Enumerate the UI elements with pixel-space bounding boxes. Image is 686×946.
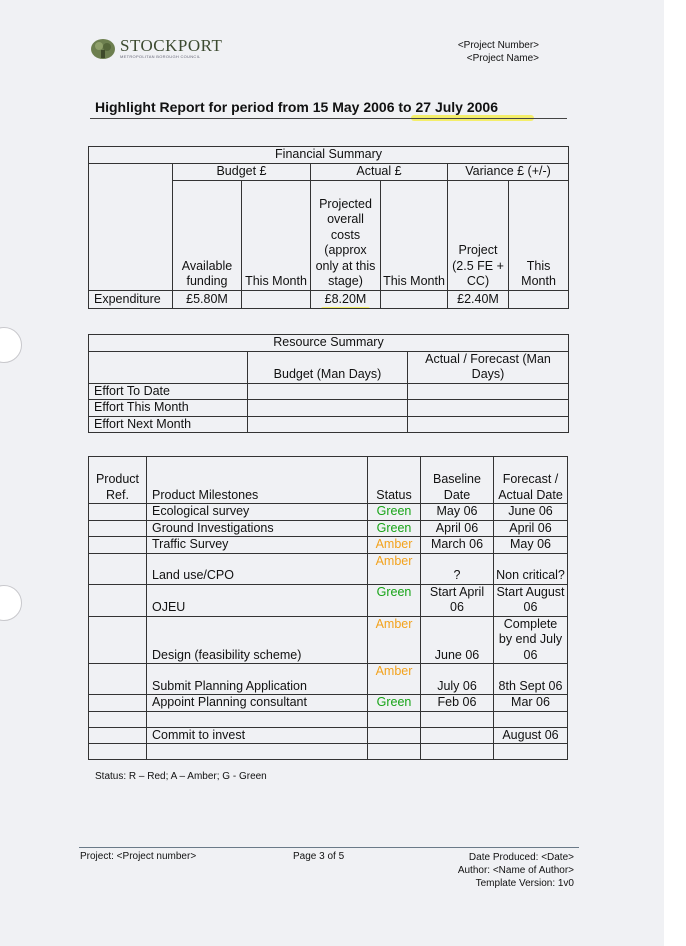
milestone-forecast-date: Complete by end July 06 <box>494 616 568 664</box>
expenditure-budget-month <box>242 290 311 308</box>
report-title <box>95 99 498 115</box>
milestone-forecast-date: Non critical? <box>494 553 568 584</box>
punch-hole <box>0 585 22 621</box>
milestone-status: Amber <box>368 664 421 695</box>
milestone-baseline-date <box>421 711 494 727</box>
scan-edge <box>664 0 686 946</box>
milestone-row <box>89 616 568 664</box>
status-legend: Status: R – Red; A – Amber; G - Green <box>95 771 267 782</box>
project-name: <Project Name> <box>466 53 539 64</box>
milestone-baseline-date: July 06 <box>421 664 494 695</box>
resource-col-actual: Actual / Forecast (Man Days) <box>408 351 569 383</box>
milestone-row <box>89 537 568 554</box>
milestone-baseline-date <box>421 744 494 760</box>
milestone-ref <box>89 537 147 554</box>
header-status: Status <box>368 457 421 504</box>
milestone-baseline-date: April 06 <box>421 520 494 537</box>
milestone-row <box>89 695 568 712</box>
resource-row-label: Effort Next Month <box>89 416 248 433</box>
resource-col-budget: Budget (Man Days) <box>248 351 408 383</box>
footer-date-produced: Date Produced: <Date> <box>468 852 574 863</box>
project-placeholder <box>458 39 539 65</box>
col-variance-project: Project (2.5 FE + CC) <box>448 180 509 290</box>
expenditure-label: Expenditure <box>89 290 173 308</box>
logo-subtitle: METROPOLITAN BOROUGH COUNCIL <box>120 54 201 59</box>
milestone-ref <box>89 504 147 521</box>
milestone-row <box>89 711 568 727</box>
milestone-name: Ecological survey <box>147 504 368 521</box>
milestone-name: Design (feasibility scheme) <box>147 616 368 664</box>
milestone-name: Traffic Survey <box>147 537 368 554</box>
milestones-table <box>88 456 568 760</box>
milestone-name: Commit to invest <box>147 727 368 744</box>
milestone-baseline-date: Start April 06 <box>421 584 494 616</box>
milestone-status: Amber <box>368 616 421 664</box>
milestone-baseline-date: May 06 <box>421 504 494 521</box>
header-product-milestones: Product Milestones <box>147 457 368 504</box>
milestone-status <box>368 744 421 760</box>
header-forecast-date: Forecast / Actual Date <box>494 457 568 504</box>
milestone-baseline-date <box>421 727 494 744</box>
footer-rule <box>79 847 579 848</box>
project-number: <Project Number> <box>457 40 539 51</box>
milestone-forecast-date: May 06 <box>494 537 568 554</box>
milestone-forecast-date: June 06 <box>494 504 568 521</box>
milestone-ref <box>89 520 147 537</box>
footer-meta <box>420 851 574 890</box>
header-product-ref: Product Ref. <box>89 457 147 504</box>
milestone-ref <box>89 664 147 695</box>
budget-group-header: Budget £ <box>173 163 311 180</box>
milestone-status <box>368 727 421 744</box>
col-budget-this-month: This Month <box>242 180 311 290</box>
milestone-forecast-date: April 06 <box>494 520 568 537</box>
milestone-name: Land use/CPO <box>147 553 368 584</box>
milestone-status: Green <box>368 695 421 712</box>
actual-group-header: Actual £ <box>311 163 448 180</box>
milestone-ref <box>89 727 147 744</box>
milestone-ref <box>89 584 147 616</box>
milestone-status <box>368 711 421 727</box>
milestone-name: Appoint Planning consultant <box>147 695 368 712</box>
milestone-name: Submit Planning Application <box>147 664 368 695</box>
footer-template-version: Template Version: 1v0 <box>475 878 574 889</box>
milestone-status: Green <box>368 520 421 537</box>
milestone-baseline-date: March 06 <box>421 537 494 554</box>
expenditure-variance-project: £2.40M <box>448 290 509 308</box>
milestone-row <box>89 664 568 695</box>
milestone-name <box>147 711 368 727</box>
milestone-forecast-date: Mar 06 <box>494 695 568 712</box>
milestone-forecast-date <box>494 711 568 727</box>
milestone-status: Amber <box>368 553 421 584</box>
milestone-baseline-date: June 06 <box>421 616 494 664</box>
header-baseline-date: Baseline Date <box>421 457 494 504</box>
footer-author: Author: <Name of Author> <box>457 865 574 876</box>
expenditure-available: £5.80M <box>173 290 242 308</box>
milestone-ref <box>89 553 147 584</box>
logo-name: STOCKPORT <box>120 36 223 55</box>
col-available-funding: Available funding <box>173 180 242 290</box>
financial-summary-table <box>88 146 569 309</box>
milestone-row <box>89 727 568 744</box>
col-actual-this-month: This Month <box>381 180 448 290</box>
title-prefix: Highlight Report for period from 15 May 2006 to <box>95 99 416 115</box>
footer-page: Page 3 of 5 <box>293 851 345 862</box>
council-logo <box>90 36 222 60</box>
milestone-ref <box>89 616 147 664</box>
milestone-forecast-date: August 06 <box>494 727 568 744</box>
milestone-row <box>89 520 568 537</box>
milestone-row <box>89 584 568 616</box>
financial-title: Financial Summary <box>89 147 569 164</box>
expenditure-actual-month <box>381 290 448 308</box>
milestone-ref <box>89 711 147 727</box>
title-end-date: 27 July 2006 <box>415 99 498 115</box>
footer-project: Project: <Project number> <box>80 851 197 862</box>
milestone-row <box>89 553 568 584</box>
milestone-status: Amber <box>368 537 421 554</box>
expenditure-variance-month <box>509 290 569 308</box>
col-variance-this-month: This Month <box>509 180 569 290</box>
title-rule <box>90 118 567 119</box>
milestone-forecast-date <box>494 744 568 760</box>
milestone-baseline-date: Feb 06 <box>421 695 494 712</box>
resource-row-label: Effort This Month <box>89 400 248 417</box>
resource-row-label: Effort To Date <box>89 383 248 400</box>
milestone-forecast-date: 8th Sept 06 <box>494 664 568 695</box>
milestone-row <box>89 744 568 760</box>
milestone-name <box>147 744 368 760</box>
crest-icon <box>90 36 116 60</box>
milestone-status: Green <box>368 584 421 616</box>
punch-hole <box>0 327 22 363</box>
resource-summary-table <box>88 334 569 433</box>
expenditure-projected: £8.20M <box>324 292 367 306</box>
col-projected-costs: Projected overall costs (approx only at this stage) <box>311 180 381 290</box>
milestone-baseline-date: ? <box>421 553 494 584</box>
milestone-row <box>89 504 568 521</box>
milestone-name: Ground Investigations <box>147 520 368 537</box>
milestone-name: OJEU <box>147 584 368 616</box>
milestone-ref <box>89 744 147 760</box>
variance-group-header: Variance £ (+/-) <box>448 163 569 180</box>
milestone-ref <box>89 695 147 712</box>
milestone-forecast-date: Start August 06 <box>494 584 568 616</box>
milestone-status: Green <box>368 504 421 521</box>
resource-title: Resource Summary <box>89 335 569 352</box>
